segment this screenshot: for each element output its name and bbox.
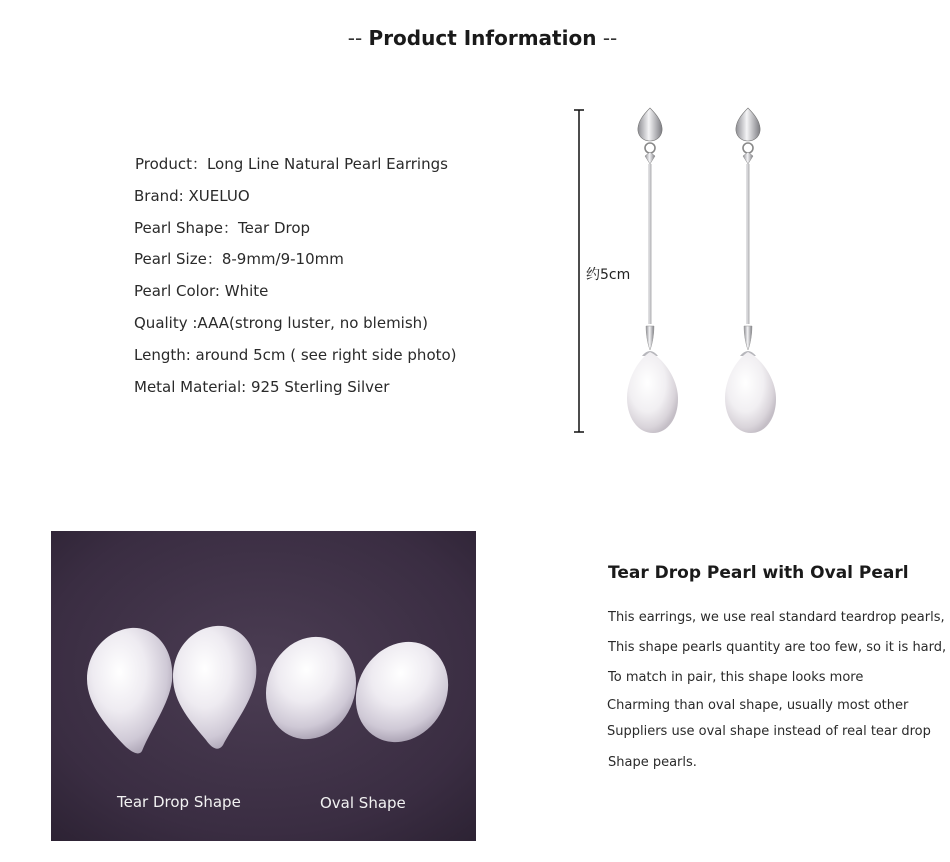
- spec-list: [134, 152, 457, 406]
- section-heading: Tear Drop Pearl with Oval Pearl: [608, 563, 909, 583]
- spec-product: Product：Long Line Natural Pearl Earrings: [135, 155, 448, 173]
- section-line-4: Charming than oval shape, usually most other: [607, 698, 909, 713]
- title-dash-right: --: [602, 26, 618, 50]
- earrings-photo: [560, 100, 800, 445]
- section-line-3: To match in pair, this shape looks more: [608, 670, 864, 685]
- spec-color: Pearl Color: White: [134, 282, 269, 301]
- section-line-1: This earrings, we use real standard teardrop pearls,: [608, 610, 945, 625]
- pearl-comparison-illustration: [51, 531, 476, 841]
- title-dash-left: --: [347, 26, 363, 50]
- spec-metal: Metal Material: 925 Sterling Silver: [134, 377, 390, 396]
- title-text: Product Information: [368, 26, 597, 50]
- earring-left: [627, 108, 678, 433]
- caption-oval: Oval Shape: [320, 794, 406, 812]
- spec-shape: Pearl Shape：Tear Drop: [134, 218, 311, 237]
- pearl-shape-section: [607, 563, 948, 770]
- spec-size: Pearl Size：8-9mm/9-10mm: [134, 250, 344, 269]
- section-line-2: This shape pearls quantity are too few, so it is hard,: [608, 640, 947, 655]
- spec-length: Length: around 5cm ( see right side photo): [134, 345, 457, 364]
- section-line-5: Suppliers use oval shape instead of real tear drop: [607, 724, 931, 739]
- page-title: [0, 26, 950, 50]
- measure-label: 约5cm: [586, 267, 631, 283]
- section-line-6: Shape pearls.: [608, 755, 697, 770]
- pearl-comparison-photo: [51, 531, 476, 841]
- measure-bar: [574, 110, 584, 432]
- spec-quality: Quality :AAA(strong luster, no blemish): [134, 313, 429, 332]
- spec-brand: Brand: XUELUO: [134, 186, 250, 205]
- caption-teardrop: Tear Drop Shape: [117, 793, 241, 811]
- earring-right: [725, 108, 776, 433]
